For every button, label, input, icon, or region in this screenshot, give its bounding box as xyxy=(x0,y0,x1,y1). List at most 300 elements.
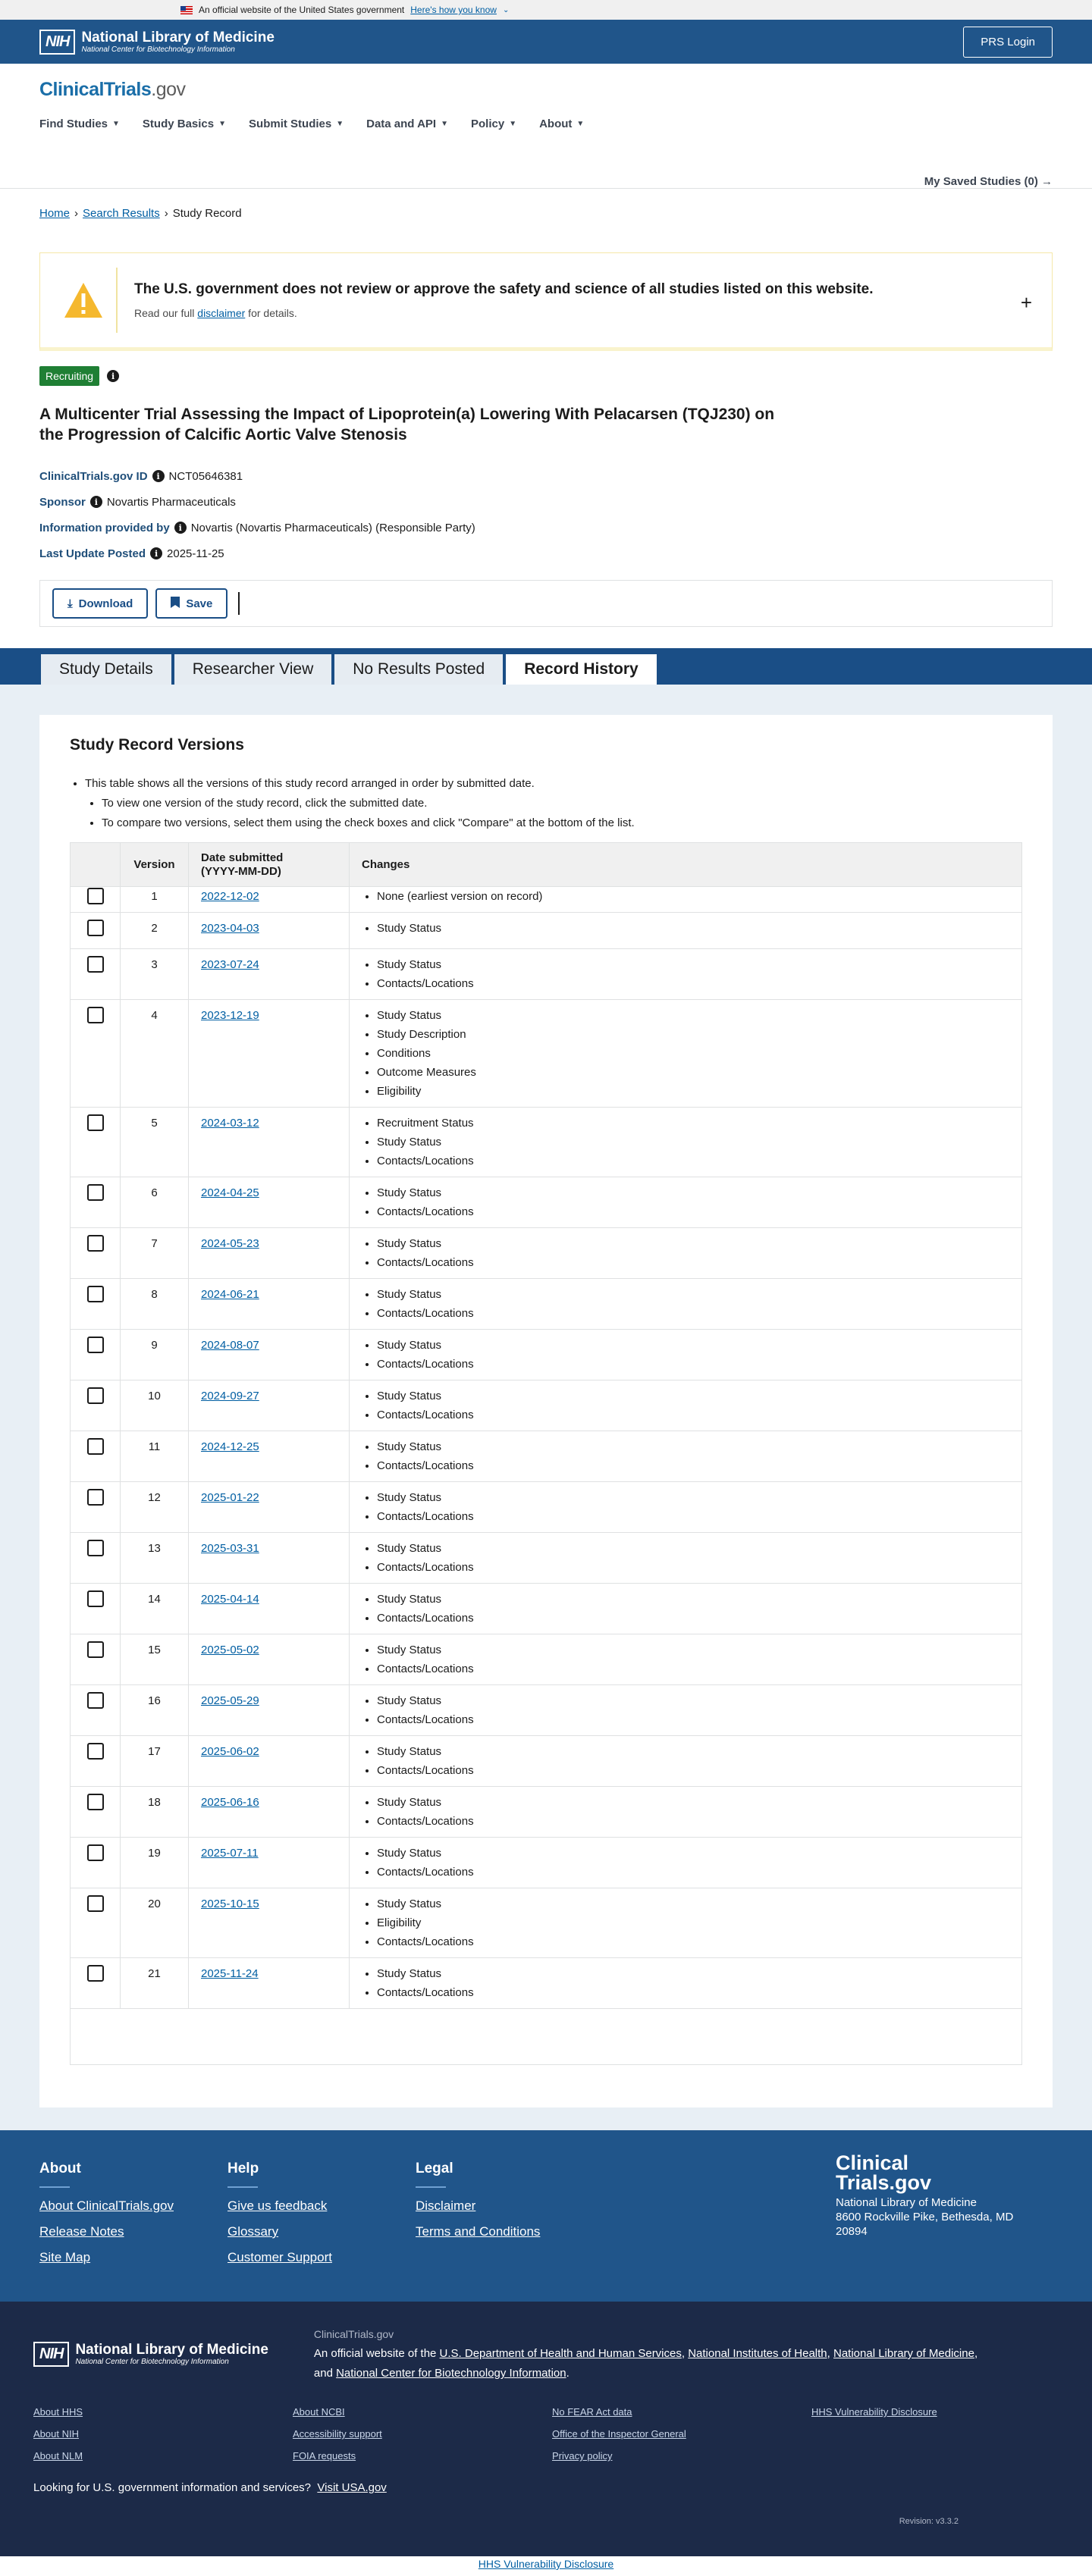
compare-checkbox[interactable] xyxy=(87,1438,104,1455)
info-icon[interactable]: i xyxy=(174,522,187,534)
table-spacer-row xyxy=(71,2009,1022,2065)
checkbox-cell xyxy=(71,1584,121,1634)
study-meta xyxy=(39,463,1053,566)
save-button[interactable] xyxy=(155,588,228,619)
action-bar xyxy=(39,580,1053,627)
status-row xyxy=(39,366,1053,386)
checkbox-cell xyxy=(71,1787,121,1838)
changes-list xyxy=(362,1285,1009,1323)
version-number: 20 xyxy=(121,1888,189,1958)
changes-cell xyxy=(350,1380,1022,1431)
site-footer xyxy=(0,2130,1092,2302)
changes-list xyxy=(362,955,1009,993)
prs-login-button[interactable]: PRS Login xyxy=(963,27,1053,58)
nav-find-studies[interactable] xyxy=(39,118,120,130)
version-date-link[interactable]: 2025-11-24 xyxy=(201,1967,259,1980)
chevron-down-icon: ▼ xyxy=(112,120,120,128)
checkbox-cell xyxy=(71,1330,121,1380)
chevron-down-icon: ▼ xyxy=(576,120,585,128)
chevron-right-icon: › xyxy=(74,206,79,220)
version-date-link[interactable]: 2025-10-15 xyxy=(201,1898,259,1910)
info-icon[interactable]: i xyxy=(90,496,102,508)
footer-link[interactable]: Terms and Conditions xyxy=(416,2224,541,2239)
nav-about[interactable] xyxy=(539,118,584,130)
checkbox-cell xyxy=(71,949,121,1000)
changes-cell xyxy=(350,1279,1022,1330)
heres-how-link[interactable]: Here's how you know xyxy=(410,5,497,15)
change-item: • Contacts/Locations xyxy=(377,1710,1009,1729)
usa-text: Looking for U.S. government information and services? xyxy=(33,2481,312,2494)
usa-gov-link[interactable]: Visit USA.gov xyxy=(317,2481,387,2494)
footer2-link[interactable]: About NIH xyxy=(33,2428,79,2440)
version-date-link[interactable]: 2022-12-02 xyxy=(201,890,259,903)
change-item: • Recruitment Status xyxy=(377,1114,1009,1133)
change-item: • Contacts/Locations xyxy=(377,974,1009,993)
meta-updated xyxy=(39,541,1053,566)
divider xyxy=(238,592,240,615)
logo-trials: Trials xyxy=(103,79,152,100)
info-icon[interactable]: i xyxy=(107,370,119,382)
table-row xyxy=(71,1279,1022,1330)
version-number: 18 xyxy=(121,1787,189,1838)
meta-id xyxy=(39,463,1053,489)
info-icon[interactable]: i xyxy=(152,470,165,482)
gov-banner-text: An official website of the United States government xyxy=(199,5,405,15)
footer-logo xyxy=(836,2153,1025,2192)
version-date-link[interactable]: 2025-01-22 xyxy=(201,1491,259,1504)
footer-link[interactable]: Disclaimer xyxy=(416,2198,476,2213)
version-date-link[interactable]: 2025-06-16 xyxy=(201,1796,259,1809)
version-number: 5 xyxy=(121,1108,189,1177)
compare-checkbox[interactable] xyxy=(87,888,104,904)
compare-checkbox[interactable] xyxy=(87,1007,104,1023)
meta-id-value: NCT05646381 xyxy=(168,469,243,483)
compare-checkbox[interactable] xyxy=(87,1184,104,1201)
table-row xyxy=(71,1838,1022,1888)
tab-no-results-posted[interactable]: No Results Posted xyxy=(333,653,504,685)
tab-researcher-view[interactable]: Researcher View xyxy=(173,653,334,685)
changes-cell xyxy=(350,1634,1022,1685)
compare-checkbox[interactable] xyxy=(87,1895,104,1912)
disclaimer-link[interactable]: disclaimer xyxy=(197,307,246,319)
footer-help xyxy=(228,2161,416,2271)
change-item: • Contacts/Locations xyxy=(377,1609,1009,1628)
version-date-link[interactable]: 2024-12-25 xyxy=(201,1440,259,1453)
checkbox-cell xyxy=(71,887,121,913)
table-row xyxy=(71,1685,1022,1736)
change-item: • Contacts/Locations xyxy=(377,1761,1009,1780)
version-date-link[interactable]: 2025-05-29 xyxy=(201,1694,259,1707)
version-number: 1 xyxy=(121,887,189,913)
version-number: 2 xyxy=(121,913,189,949)
main-nav xyxy=(39,118,1053,130)
footer-link[interactable]: Release Notes xyxy=(39,2224,124,2239)
intro-list xyxy=(70,774,1022,833)
intro-bullet: • To view one version of the study record, click the submitted date. xyxy=(102,794,1022,813)
checkbox-cell xyxy=(71,1177,121,1228)
meta-sponsor-label: Sponsor xyxy=(39,495,86,509)
change-item: • Study Status xyxy=(377,1742,1009,1761)
version-date-link[interactable]: 2025-05-02 xyxy=(201,1644,259,1656)
footer2-links xyxy=(33,2406,1059,2462)
compare-checkbox[interactable] xyxy=(87,1489,104,1506)
address-line: 8600 Rockville Pike, Bethesda, MD xyxy=(836,2211,1014,2223)
compare-checkbox[interactable] xyxy=(87,1794,104,1810)
changes-cell xyxy=(350,1838,1022,1888)
compare-checkbox[interactable] xyxy=(87,1387,104,1404)
version-date-link[interactable]: 2024-08-07 xyxy=(201,1339,259,1352)
header-date-label: Date submitted xyxy=(201,851,284,864)
change-item: • Study Status xyxy=(377,955,1009,974)
version-date-link[interactable]: 2023-04-03 xyxy=(201,922,259,935)
version-date-link[interactable]: 2024-03-12 xyxy=(201,1117,259,1130)
checkbox-cell xyxy=(71,1380,121,1431)
change-item: • Outcome Measures xyxy=(377,1063,1009,1082)
change-item: • Study Status xyxy=(377,1234,1009,1253)
meta-sponsor-value: Novartis Pharmaceuticals xyxy=(106,495,236,509)
gov-banner xyxy=(0,0,1092,20)
compare-checkbox[interactable] xyxy=(87,1641,104,1658)
footer-link[interactable]: Glossary xyxy=(228,2224,279,2239)
changes-list xyxy=(362,1539,1009,1577)
change-item: • Study Status xyxy=(377,1894,1009,1913)
version-date-link[interactable]: 2024-09-27 xyxy=(201,1390,259,1402)
bottom-bar xyxy=(0,2556,1092,2576)
change-item: • Contacts/Locations xyxy=(377,1863,1009,1882)
footer2-link[interactable]: FOIA requests xyxy=(293,2450,356,2462)
table-row xyxy=(71,1533,1022,1584)
site-logo[interactable] xyxy=(39,79,1053,101)
nav-label: Study Basics xyxy=(142,118,215,130)
change-item: • Contacts/Locations xyxy=(377,1304,1009,1323)
gov-footer xyxy=(0,2302,1092,2556)
version-number: 9 xyxy=(121,1330,189,1380)
checkbox-cell xyxy=(71,1533,121,1584)
chevron-down-icon: ▼ xyxy=(509,120,517,128)
footer2-link[interactable]: Office of the Inspector General xyxy=(552,2428,686,2440)
compare-checkbox[interactable] xyxy=(87,920,104,936)
version-number: 14 xyxy=(121,1584,189,1634)
nlm-subtitle: National Center for Biotechnology Information xyxy=(75,2357,229,2366)
change-item: • Study Status xyxy=(377,1437,1009,1456)
change-item: • Study Status xyxy=(377,1793,1009,1812)
save-label: Save xyxy=(186,597,213,610)
checkbox-cell xyxy=(71,1000,121,1108)
compare-checkbox[interactable] xyxy=(87,1590,104,1607)
compare-checkbox[interactable] xyxy=(87,1286,104,1302)
date-cell xyxy=(189,1685,350,1736)
changes-cell xyxy=(350,1888,1022,1958)
checkbox-cell xyxy=(71,1838,121,1888)
compare-checkbox[interactable] xyxy=(87,1337,104,1353)
change-item: • Contacts/Locations xyxy=(377,1456,1009,1475)
nav-study-basics[interactable] xyxy=(143,118,226,130)
version-number: 19 xyxy=(121,1838,189,1888)
change-item: • Study Status xyxy=(377,1336,1009,1355)
footer-about xyxy=(39,2161,228,2271)
date-cell xyxy=(189,1736,350,1787)
table-row xyxy=(71,1736,1022,1787)
address-line: National Library of Medicine xyxy=(836,2196,977,2209)
footer-link[interactable]: Customer Support xyxy=(228,2250,332,2264)
date-cell xyxy=(189,1584,350,1634)
nlm-subtitle: National Center for Biotechnology Information xyxy=(81,45,235,54)
arrow-right-icon: → xyxy=(1041,175,1053,188)
changes-list xyxy=(362,1742,1009,1780)
table-row xyxy=(71,949,1022,1000)
versions-table xyxy=(70,842,1022,2065)
breadcrumb-current: Study Record xyxy=(172,206,242,220)
date-cell xyxy=(189,1228,350,1279)
address-line: 20894 xyxy=(836,2225,868,2238)
meta-updated-value: 2025-11-25 xyxy=(167,547,224,560)
chevron-down-icon: ▼ xyxy=(218,120,227,128)
version-date-link[interactable]: 2025-03-31 xyxy=(201,1542,259,1555)
date-cell xyxy=(189,1888,350,1958)
table-row xyxy=(71,1482,1022,1533)
footer2-label: ClinicalTrials.gov xyxy=(313,2328,394,2340)
footer-heading: Help xyxy=(228,2161,259,2176)
footer2-link[interactable]: About NCBI xyxy=(293,2406,345,2418)
nav-submit-studies[interactable] xyxy=(249,118,344,130)
disclaimer-alert xyxy=(39,252,1053,351)
version-number: 8 xyxy=(121,1279,189,1330)
changes-cell xyxy=(350,1685,1022,1736)
and-text: and xyxy=(313,2367,337,2380)
version-date-link[interactable]: 2023-07-24 xyxy=(201,958,259,971)
header-date-format: (YYYY-MM-DD) xyxy=(201,864,281,878)
alert-text xyxy=(134,307,874,319)
footer-link[interactable]: Site Map xyxy=(39,2250,91,2264)
version-date-link[interactable]: 2024-05-23 xyxy=(201,1237,259,1250)
changes-list xyxy=(362,887,1009,906)
checkbox-cell xyxy=(71,1685,121,1736)
date-cell xyxy=(189,1482,350,1533)
compare-checkbox[interactable] xyxy=(87,956,104,973)
checkbox-cell xyxy=(71,1482,121,1533)
date-cell xyxy=(189,1634,350,1685)
change-item: • Eligibility xyxy=(377,1082,1009,1101)
table-row xyxy=(71,1431,1022,1482)
change-item: • Contacts/Locations xyxy=(377,1507,1009,1526)
change-item: • Contacts/Locations xyxy=(377,1812,1009,1831)
footer-heading: Legal xyxy=(416,2161,453,2176)
intro-bullet: • To compare two versions, select them using the check boxes and click "Compare" at the bottom of the list. xyxy=(102,813,1022,833)
hhs-vulnerability-link[interactable]: HHS Vulnerability Disclosure xyxy=(478,2558,614,2570)
changes-cell xyxy=(350,1958,1022,2009)
table-row xyxy=(71,1330,1022,1380)
nlm-logo[interactable] xyxy=(39,30,275,55)
breadcrumb xyxy=(0,189,1092,237)
chevron-down-icon: ⌄ xyxy=(502,5,510,14)
breadcrumb-home[interactable]: Home xyxy=(39,206,71,220)
date-cell xyxy=(189,1533,350,1584)
compare-checkbox[interactable] xyxy=(87,1743,104,1760)
changes-cell xyxy=(350,1108,1022,1177)
change-item: • Study Status xyxy=(377,1285,1009,1304)
version-date-link[interactable]: 2025-07-11 xyxy=(201,1847,259,1860)
version-number: 3 xyxy=(121,949,189,1000)
changes-list xyxy=(362,1387,1009,1424)
revision-text: Revision: v3.3.2 xyxy=(899,2517,959,2526)
changes-list xyxy=(362,1590,1009,1628)
footer2-link[interactable]: Accessibility support xyxy=(293,2428,382,2440)
changes-cell xyxy=(350,1482,1022,1533)
version-number: 6 xyxy=(121,1177,189,1228)
date-cell xyxy=(189,1330,350,1380)
version-number: 12 xyxy=(121,1482,189,1533)
nih-link[interactable]: National Institutes of Health xyxy=(688,2347,827,2360)
changes-list xyxy=(362,919,1009,938)
change-item: • Study Status xyxy=(377,1691,1009,1710)
table-row xyxy=(71,1584,1022,1634)
version-number: 15 xyxy=(121,1634,189,1685)
download-label: Download xyxy=(78,597,133,610)
ncbi-link[interactable]: National Center for Biotechnology Information xyxy=(336,2367,566,2380)
nlm-footer-logo[interactable] xyxy=(33,2324,268,2383)
date-cell xyxy=(189,913,350,949)
footer2-link[interactable]: About HHS xyxy=(33,2406,83,2418)
changes-cell xyxy=(350,1330,1022,1380)
version-number: 7 xyxy=(121,1228,189,1279)
header-version: Version xyxy=(121,843,189,887)
table-row xyxy=(71,887,1022,913)
version-date-link[interactable]: 2024-06-21 xyxy=(201,1288,259,1301)
date-cell xyxy=(189,1279,350,1330)
checkbox-cell xyxy=(71,913,121,949)
footer-link[interactable]: About ClinicalTrials.gov xyxy=(39,2198,174,2213)
version-number: 16 xyxy=(121,1685,189,1736)
date-cell xyxy=(189,1000,350,1108)
warning-icon xyxy=(63,280,104,321)
changes-list xyxy=(362,1006,1009,1101)
compare-checkbox[interactable] xyxy=(87,1114,104,1131)
compare-checkbox[interactable] xyxy=(87,1965,104,1982)
meta-id-label: ClinicalTrials.gov ID xyxy=(39,469,148,483)
change-item: • Study Status xyxy=(377,1539,1009,1558)
compare-checkbox[interactable] xyxy=(87,1540,104,1556)
checkbox-cell xyxy=(71,1108,121,1177)
nlm-title: National Library of Medicine xyxy=(81,29,275,45)
change-item: • Study Status xyxy=(377,1006,1009,1025)
nlm-bar xyxy=(0,20,1092,64)
footer2-link[interactable]: About NLM xyxy=(33,2450,83,2462)
changes-list xyxy=(362,1336,1009,1374)
version-number: 10 xyxy=(121,1380,189,1431)
footer2-link[interactable]: No FEAR Act data xyxy=(552,2406,632,2418)
logo-gov: .gov xyxy=(151,79,186,100)
header-changes: Changes xyxy=(350,843,1022,887)
changes-cell xyxy=(350,1736,1022,1787)
footer-logo-line: Clinical xyxy=(836,2151,909,2174)
official-text: ClinicalTrials.gov An official website of the U.S. Department of Health and Human Services, National Institutes of Health, National Library of Medicine, and National Center for Biotechnology Information. xyxy=(314,2324,977,2383)
changes-cell xyxy=(350,1787,1022,1838)
checkbox-cell xyxy=(71,1431,121,1482)
changes-list xyxy=(362,1691,1009,1729)
compare-checkbox[interactable] xyxy=(87,1844,104,1861)
nav-policy[interactable] xyxy=(471,118,516,130)
chevron-down-icon: ▼ xyxy=(441,120,448,128)
compare-checkbox[interactable] xyxy=(87,1692,104,1709)
changes-cell xyxy=(350,1584,1022,1634)
meta-provided-label: Information provided by xyxy=(39,521,170,534)
change-item: • Contacts/Locations xyxy=(377,1558,1009,1577)
breadcrumb-search-results[interactable]: Search Results xyxy=(83,206,160,220)
meta-provided xyxy=(39,515,1053,541)
nih-logo-icon: NIH xyxy=(33,2342,69,2367)
expand-plus-icon[interactable]: + xyxy=(1020,291,1032,314)
version-number: 17 xyxy=(121,1736,189,1787)
footer2-link[interactable]: HHS Vulnerability Disclosure xyxy=(811,2406,937,2418)
date-cell xyxy=(189,1108,350,1177)
footer-legal xyxy=(416,2161,604,2271)
alert-text-after: for details. xyxy=(245,307,297,319)
compare-checkbox[interactable] xyxy=(87,1235,104,1252)
table-row xyxy=(71,1958,1022,2009)
hhs-link[interactable]: U.S. Department of Health and Human Services xyxy=(439,2347,682,2360)
footer2-link[interactable]: Privacy policy xyxy=(552,2450,613,2462)
table-row xyxy=(71,913,1022,949)
saved-studies-link[interactable] xyxy=(924,175,1053,188)
meta-updated-label: Last Update Posted xyxy=(39,547,146,560)
version-date-link[interactable]: 2025-04-14 xyxy=(201,1593,259,1606)
table-header-row xyxy=(71,843,1022,887)
bookmark-icon xyxy=(171,597,180,611)
changes-list xyxy=(362,1964,1009,2002)
date-cell xyxy=(189,949,350,1000)
version-date-link[interactable]: 2025-06-02 xyxy=(201,1745,259,1758)
nlm-title: National Library of Medicine xyxy=(75,2341,268,2358)
nih-logo-icon: NIH xyxy=(39,30,75,55)
date-cell xyxy=(189,887,350,913)
changes-list xyxy=(362,1793,1009,1831)
nlm-link[interactable]: National Library of Medicine xyxy=(833,2347,974,2360)
nav-label: About xyxy=(539,118,573,130)
change-item: • Contacts/Locations xyxy=(377,1983,1009,2002)
section-heading: Study Record Versions xyxy=(70,736,244,754)
changes-list xyxy=(362,1894,1009,1951)
checkbox-cell xyxy=(71,1888,121,1958)
version-number: 11 xyxy=(121,1431,189,1482)
change-item: • Contacts/Locations xyxy=(377,1932,1009,1951)
changes-list xyxy=(362,1114,1009,1170)
change-item: • Contacts/Locations xyxy=(377,1659,1009,1678)
date-cell xyxy=(189,1177,350,1228)
change-item: • Study Status xyxy=(377,1964,1009,1983)
info-icon[interactable]: i xyxy=(150,547,162,559)
site-header xyxy=(0,64,1092,189)
nav-data-api[interactable] xyxy=(366,118,448,130)
footer-link[interactable]: Give us feedback xyxy=(228,2198,328,2213)
table-row xyxy=(71,1228,1022,1279)
nav-label: Policy xyxy=(471,118,505,130)
version-date-link[interactable]: 2024-04-25 xyxy=(201,1186,259,1199)
study-title: A Multicenter Trial Assessing the Impact of Lipoprotein(a) Lowering With Pelacarsen (TQJ230) on the Progression of Calcific Aortic Valve Stenosis xyxy=(39,406,775,443)
changes-list xyxy=(362,1844,1009,1882)
change-item: • Contacts/Locations xyxy=(377,1355,1009,1374)
version-date-link[interactable]: 2023-12-19 xyxy=(201,1009,259,1022)
changes-list xyxy=(362,1183,1009,1221)
nav-label: Submit Studies xyxy=(249,118,332,130)
download-button[interactable] xyxy=(52,588,148,619)
tab-record-history[interactable]: Record History xyxy=(504,653,658,685)
download-icon: ⤓ xyxy=(67,597,73,610)
tab-study-details[interactable]: Study Details xyxy=(39,653,173,685)
footer-logo-line: Trials.gov xyxy=(836,2171,932,2194)
date-cell xyxy=(189,1958,350,2009)
table-row xyxy=(71,1634,1022,1685)
alert-text-before: Read our full xyxy=(134,307,198,319)
